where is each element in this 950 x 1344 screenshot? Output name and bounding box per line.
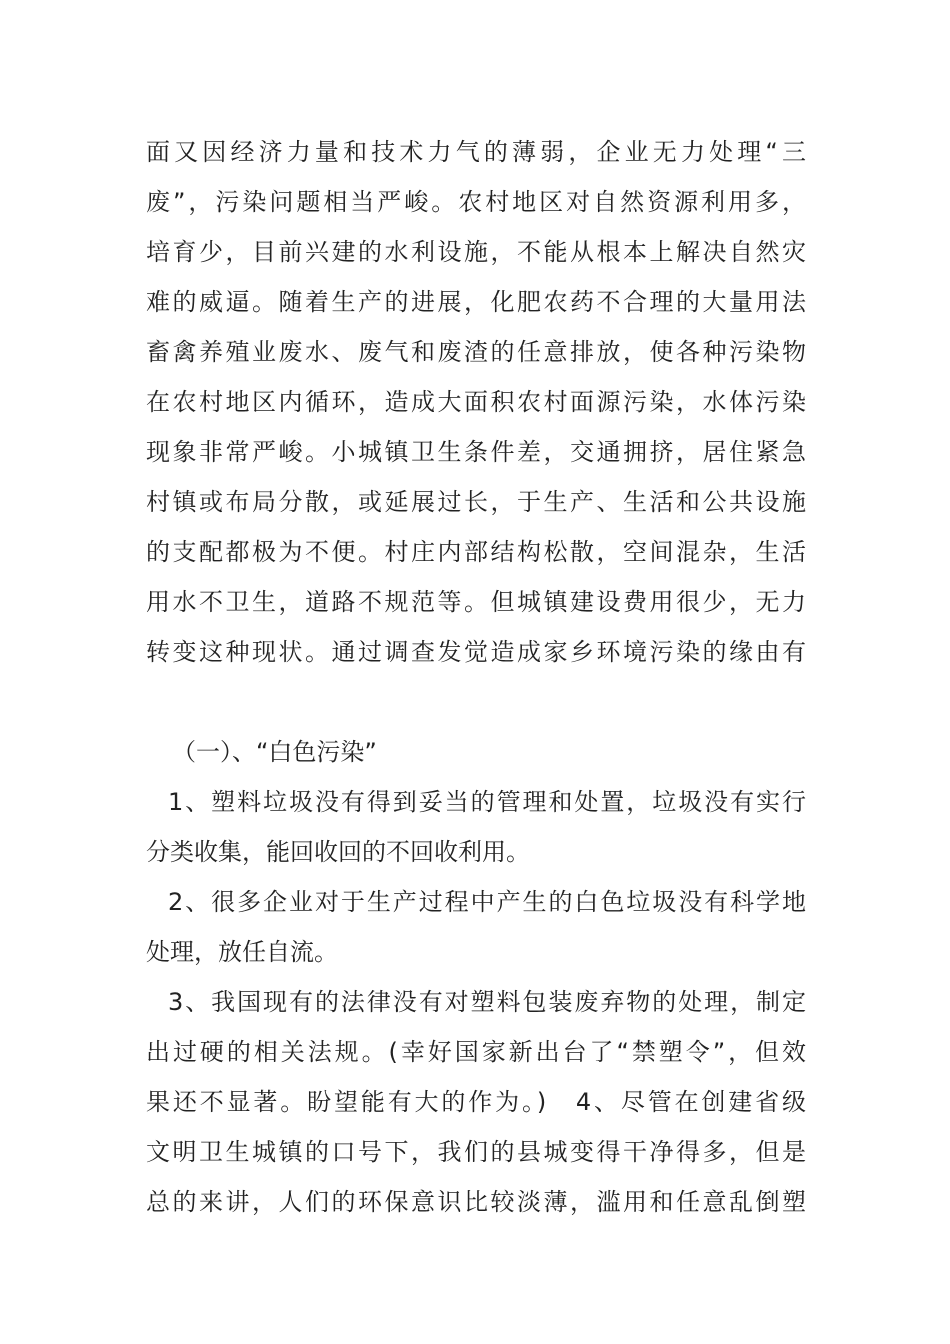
- list-item-line: 分类收集，能回收回的不回收利用。: [146, 838, 530, 866]
- list-item-line: 1、塑料垃圾没有得到妥当的管理和处置，垃圾没有实行: [168, 788, 806, 816]
- text-line: 面又因经济力量和技术力气的薄弱，企业无力处理“三: [146, 138, 806, 166]
- text-line: 村镇或布局分散，或延展过长，于生产、生活和公共设施: [146, 488, 806, 516]
- list-item-line: 总的来讲，人们的环保意识比较淡薄，滥用和任意乱倒塑: [146, 1188, 806, 1216]
- list-item-line: 3、我国现有的法律没有对塑料包装废弃物的处理，制定: [168, 988, 806, 1016]
- list-item-line: 出过硬的相关法规。(幸好国家新出台了“禁塑令”，但效: [146, 1038, 806, 1066]
- text-line: 现象非常严峻。小城镇卫生条件差，交通拥挤，居住紧急: [146, 438, 806, 466]
- text-line: 在农村地区内循环，造成大面积农村面源污染，水体污染: [146, 388, 806, 416]
- section-heading: （一）、“白色污染”: [172, 738, 377, 766]
- list-item-line: 文明卫生城镇的口号下，我们的县城变得干净得多，但是: [146, 1138, 806, 1166]
- text-line: 难的威逼。随着生产的进展，化肥农药不合理的大量用法: [146, 288, 806, 316]
- text-line: 废”，污染问题相当严峻。农村地区对自然资源利用多，: [146, 188, 806, 216]
- list-item-line: 果还不显著。盼望能有大的作为。) 4、尽管在创建省级: [146, 1088, 806, 1116]
- text-line: 畜禽养殖业废水、废气和废渣的任意排放，使各种污染物: [146, 338, 806, 366]
- list-item-line: 处理，放任自流。: [146, 938, 338, 966]
- text-line: 培育少，目前兴建的水利设施，不能从根本上解决自然灾: [146, 238, 806, 266]
- list-item-line: 2、很多企业对于生产过程中产生的白色垃圾没有科学地: [168, 888, 806, 916]
- text-line: 用水不卫生，道路不规范等。但城镇建设费用很少，无力: [146, 588, 806, 616]
- text-line: 的支配都极为不便。村庄内部结构松散，空间混杂，生活: [146, 538, 806, 566]
- text-line: 转变这种现状。通过调查发觉造成家乡环境污染的缘由有: [146, 638, 806, 666]
